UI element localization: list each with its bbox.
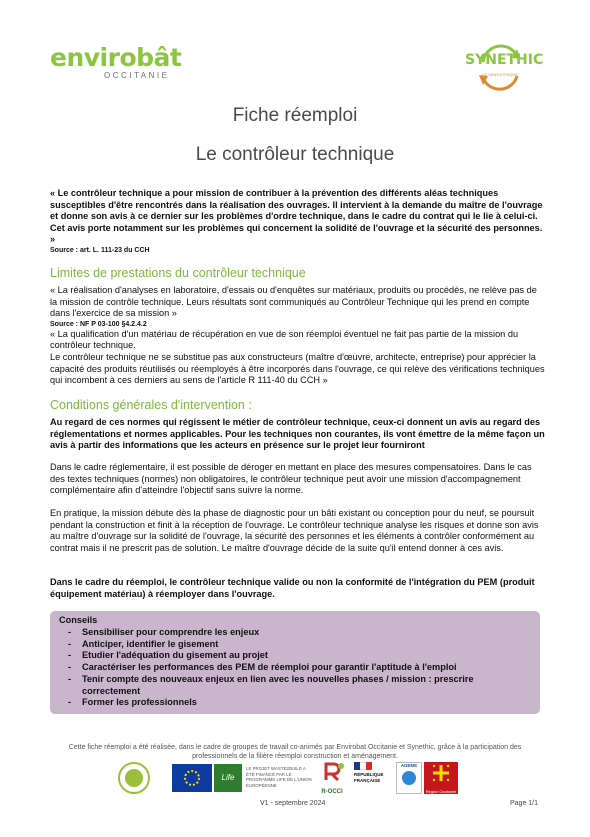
page-number: Page 1/1 [510,800,539,807]
conditions-paragraph-3: En pratique, la mission débute dès la phase de diagnostic pour un bâti existant ou conception pour du neuf, se poursuit pendant la construction et finit à la réception de l'ouvrage. Le contrôleur technique analyse les risques et donne son avis au maître d'ouvrage sur la solidité de l'ouvrage, la sécurité des personnes et les éléments à contrôler conformément au contrat mais il ne prescrit pas de solution. Le maître d'ouvrage décide de la suite qu'il entend donner à ces avis. [50,508,539,553]
envirobat-logo-text: envirobât [50,43,182,72]
conseils-box [50,611,540,714]
life-waste2build-logo [118,762,164,792]
conseils-title: Conseils [59,615,98,625]
list-item: - Anticiper, identifier le gisement [68,638,219,649]
limites-source: Source : NF P 03-100 §4.2.4.2 [50,320,147,328]
envirobat-logo [50,43,182,85]
life-logo: Life [214,764,242,792]
list-item: - Tenir compte des nouveaux enjeux en lien avec les nouvelles phases / mission : prescrire correctement [68,673,474,696]
synethic-logo-text: SYNETHIC [465,52,544,68]
section-heading-conditions: Conditions générales d'intervention : [50,398,252,412]
eu-funding-text: LE PROJET WASTE2BUILD A ÉTÉ FINANCÉ PAR LE PROGRAMME LIFE DE L'UNION EUROPÉENNE [246,766,312,788]
section-limites-body [50,285,545,387]
list-item: - Sensibiliser pour comprendre les enjeux [68,627,260,637]
list-item: - Etudier l'adéquation du gisement au projet [68,650,268,661]
synethic-logo [465,40,544,96]
life-waste-logo-icon [118,762,150,794]
page-title: Fiche réemploi [232,105,358,126]
conditions-paragraph-4: Dans le cadre du réemploi, le contrôleur technique valide ou non la conformité de l'intégration du PEM (produit équipement matériau) à réemployer dans l'ouvrage. [50,577,535,599]
envirobat-logo-subtitle: OCCITANIE [104,71,170,80]
conseil-text: Anticiper, identifier le gisement [82,638,219,649]
r-occi-logo: R-OCCI [316,760,348,790]
conseil-text: Former les professionnels [82,697,197,708]
french-flag-icon [354,762,372,770]
limites-paragraph-2: « La qualification d'un matériau de récupération en vue de son réemploi éventuel ne fait pas partie de la mission du contrôleur technique. [50,328,519,351]
eu-flag-icon [172,764,212,792]
conseil-text: Sensibiliser pour comprendre les enjeux [82,627,260,637]
intro-source: Source : art. L. 111-23 du CCH [50,246,150,254]
section-heading-limites: Limites de prestations du contrôleur technique [50,266,306,280]
conditions-paragraph-2: Dans le cadre réglementaire, il est possible de déroger en mettant en place des mesures compensatoires. Dans le cas des textes techniques (normes) non obligatoires, le contrôleur technique peut avoir une mission d'accompagnement complémentaire afin d'atteindre l'objectif sans suivre la norme. [50,462,532,496]
ademe-logo: ADEME [396,762,422,794]
list-item: - Caractériser les performances des PEM de réemploi pour garantir l'aptitude à l'emploi [68,662,457,673]
conseil-text: Tenir compte des nouveaux enjeux en lien avec les nouvelles phases / mission : prescrire correctement [82,673,474,696]
republique-francaise-logo: RÉPUBLIQUE FRANÇAISE [354,762,390,792]
version-label: V1 - septembre 2024 [260,800,326,807]
intro-quote-text: « Le contrôleur technique a pour mission de contribuer à la prévention des différents aléas techniques susceptibles d'être rencontrés dans la réalisation des ouvrages. Il intervient à la demande du maître de l'ouvrage et donne son avis à ce dernier sur les problèmes d'ordre technique, dans le cadre du contrat qui le lie à celui-ci. Cet avis porte notamment sur les problèmes qui concernent la solidité de l'ouvrage et la sécurité des personnes. » [50,188,543,245]
region-occitanie-logo: Région Occitanie [424,762,458,794]
occitan-cross-icon [424,762,458,784]
limites-paragraph-3: Le contrôleur technique ne se substitue pas aux constructeurs (maître d'œuvre, architecte, entreprise) pour apprécier la capacité des produits réutilisés ou réemployés à être incorporés dans l'ouvrage, ce qui relève des vérifications techniques qui incombent à ces derniers au sens de l'article R 111-40 du CCH » [50,351,545,386]
limites-paragraph-1: « La réalisation d'analyses en laboratoire, d'essais ou d'enquêtes sur matériaux, produits ou procédés, ne relève pas de la mission de contrôle technique. Leurs résultats sont communiqués au Contrôleur Technique qui les prend en compte dans l'exercice de sa mission » [50,285,537,319]
ademe-globe-icon [397,768,421,788]
conditions-paragraph-1: Au regard de ces normes qui régissent le métier de contrôleur technique, ceux-ci donnent un avis au regard des réglementations et normes applicables. Pour les techniques non courantes, ils vont émettre de la même façon un avis à partir des informations que les acteurs en présence sur le projet leur fourniront [50,417,545,451]
intro-quote [50,188,545,255]
page-subtitle: Le contrôleur technique [195,144,395,165]
footer-credits: Cette fiche réemploi a été réalisée, dans le cadre de groupes de travail co-animés par Envirobat Occitanie et Synethic, grâce à la participation des professionnels de la filière réemploi construction et aménagement. [68,744,522,760]
list-item: - Former les professionnels [68,697,197,708]
r-occi-icon [316,760,348,784]
conseil-text: Caractériser les performances des PEM de réemploi pour garantir l'aptitude à l'emploi [82,662,457,673]
conseil-text: Etudier l'adéquation du gisement au projet [82,650,268,661]
conseils-list [68,627,518,709]
synethic-logo-tagline: LE SENS ETHIQUE [482,72,518,77]
